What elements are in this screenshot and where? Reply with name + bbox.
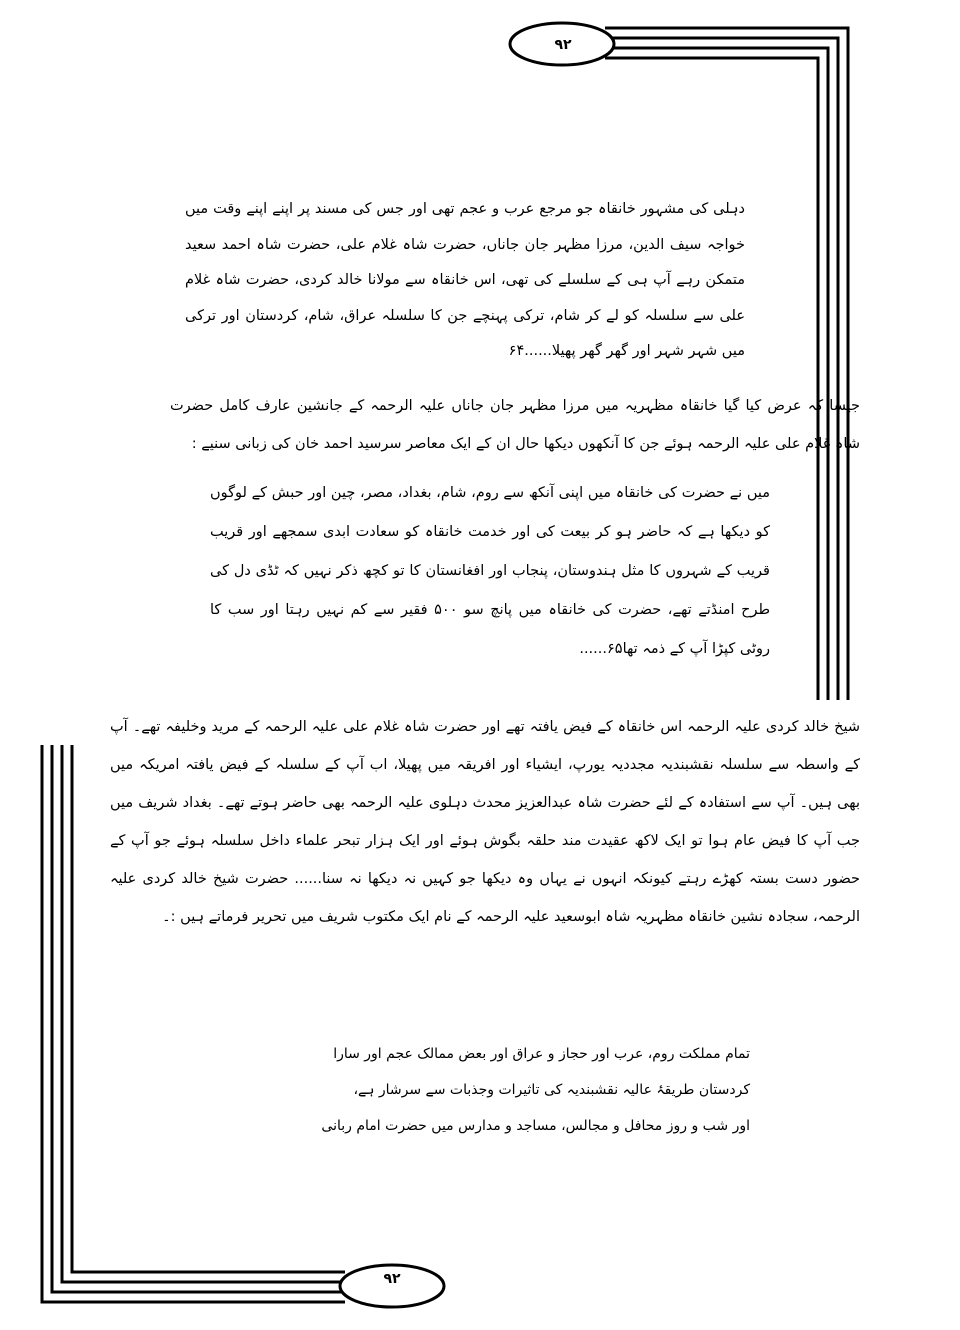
paragraph-text: دہلی کی مشہور خانقاہ جو مرجع عرب و عجم تھی اور جس کی مسند پر اپنے اپنے وقت میں خواجہ سیف الدین، مرزا مظہر جان جاناں، حضرت شاہ غلام علی، حضرت شاہ احمد سعید متمکن رہے آپ ہی کے سلسلے کی تھی، اس خانقاہ سے مولانا خالد کردی، حضرت شاہ غلام علی سے سلسلہ کو لے کر شام، ترکی پہنچے جن کا سلسلہ عراق، شام، کردستان اور ترکی میں شہر شہر اور گھر گھر پھیلا......۶۴ [185, 201, 745, 359]
page-number-bottom: ۹۲ [383, 1271, 401, 1287]
quotation-text: میں نے حضرت کی خانقاہ میں اپنی آنکھ سے روم، شام، بغداد، مصر، چین اور حبش کے لوگوں کو دیکھا ہے کہ حاضر ہو کر بیعت کی اور خدمت خانقاہ کو سعادت ابدی سمجھے اور قریب قریب کے شہروں کا مثل ہندوستان، پنجاب اور افغانستان کا تو کچھ ذکر نہیں کہ ٹڈی دل کی طرح امنڈتے تھے، حضرت کی خانقاہ میں پانچ سو ۵۰۰ فقیر سے کم نہیں رہتا اور سب کا روٹی کپڑا آپ کے ذمہ تھا۶۵...... [210, 485, 770, 657]
quotation-line: اور شب و روز محافل و مجالس، مساجد و مدارس میں حضرت امام ربانی [321, 1118, 750, 1134]
quotation-sir-syed [210, 474, 770, 669]
paragraph-delhi-khanqah [185, 192, 745, 370]
paragraph-text: جیسا کہ عرض کیا گیا خانقاہ مظہریہ میں مرزا مظہر جان جاناں علیہ الرحمہ کے جانشین عارف کامل حضرت شاہ غلام علی علیہ الرحمہ ہوئے جن کا آنکھوں دیکھا حال ان کے ایک معاصر سرسید احمد خان کی زبانی سنیے : [170, 398, 860, 452]
paragraph-text: شیخ خالد کردی علیہ الرحمہ اس خانقاہ کے فیض یافتہ تھے اور حضرت شاہ غلام علی علیہ الرحمہ کے مرید وخلیفہ تھے۔ آپ کے واسطہ سے سلسلہ نقشبندیہ مجددیہ یورپ، ایشیاء اور افریقہ میں پھیلا، اب آپ کے سلسلہ کے فیض یافتہ امریکہ میں بھی ہیں۔ آپ سے استفادہ کے لئے حضرت شاہ عبدالعزیز محدث دہلوی علیہ الرحمہ بھی حاضر ہوتے تھے۔ بغداد شریف میں جب آپ کا فیض عام ہوا تو ایک لاکھ عقیدت مند حلقہ بگوش ہوئے اور ایک ہزار تبحر علماء داخل سلسلہ ہوئے جو آپ کے حضور دست بستہ کھڑے رہتے کیونکہ انہوں نے یہاں وہ دیکھا جو کہیں نہ دیکھا نہ سنا...... حضرت شیخ خالد کردی علیہ الرحمہ، سجادہ نشین خانقاہ مظہریہ شاہ ابوسعید علیہ الرحمہ کے نام ایک مکتوب شریف میں تحریر فرماتے ہیں :۔ [110, 719, 860, 925]
paragraph-shaykh-khalid-kurdi [110, 708, 860, 936]
paragraph-shah-ghulam-ali [170, 387, 860, 463]
quotation-maktub [290, 1036, 750, 1144]
quotation-line: تمام مملکت روم، عرب اور حجاز و عراق اور بعض ممالک عجم اور سارا [333, 1046, 750, 1062]
quotation-line: کردستان طریقۂ عالیہ نقشبندیہ کی تاثیرات وجذبات سے سرشار ہے، [353, 1082, 750, 1098]
page-number-top: ۹۲ [554, 37, 572, 53]
